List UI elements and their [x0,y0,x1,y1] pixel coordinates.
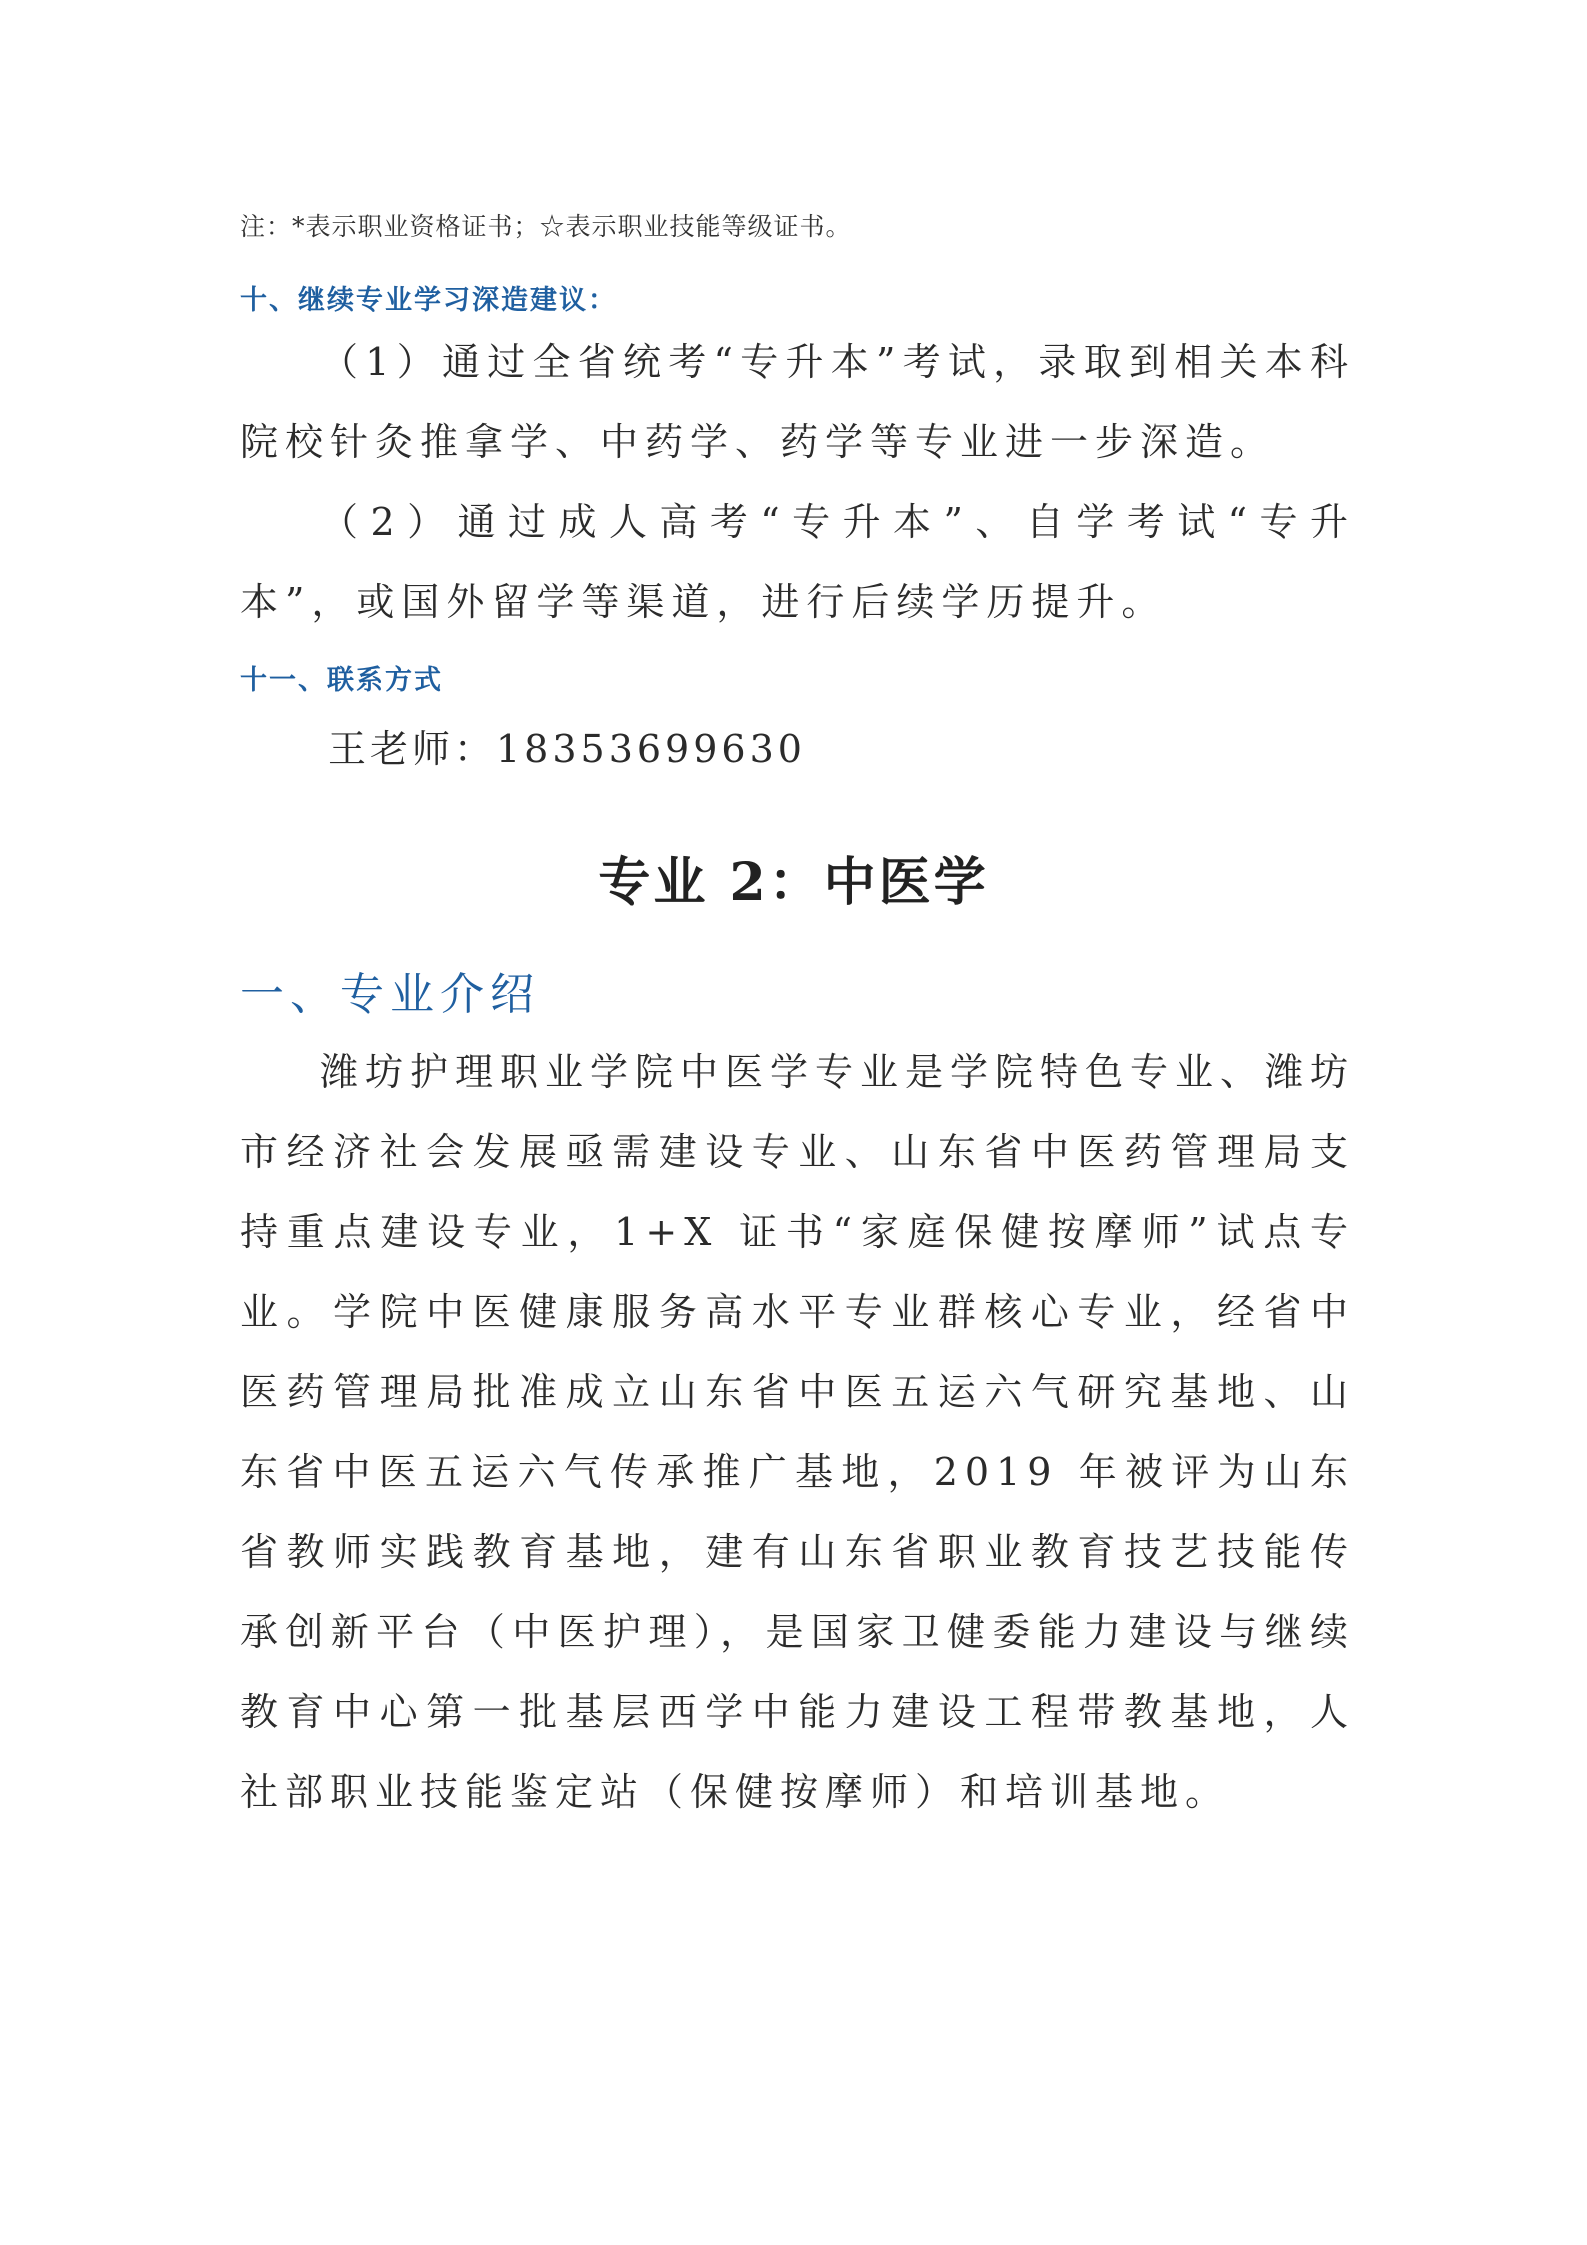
intro-heading: 一、专业介绍 [240,969,540,1020]
major-title: 专业 2：中医学 [598,852,989,913]
intro-paragraph: 潍坊护理职业学院中医学专业是学院特色专业、潍坊市经济社会发展亟需建设专业、山东省中医药管理局支持重点建设专业，1+X 证书“家庭保健按摩师”试点专业。学院中医健康服务高水平专业群核心专业，经省中医药管理局批准成立山东省中医五运六气研究基地、山东省中医五运六气传承推广基地，2019 年被评为山东省教师实践教育基地，建有山东省职业教育技艺技能传承创新平台（中医护理），是国家卫健委能力建设与继续教育中心第一批基层西学中能力建设工程带教基地，人社部职业技能鉴定站（保健按摩师）和培训基地。 [240,1050,1356,1814]
certificate-note: 注：*表示职业资格证书；☆表示职业技能等级证书。 [240,212,852,241]
further-study-item-1: （1）通过全省统考“专升本”考试，录取到相关本科院校针灸推拿学、中药学、药学等专业进一步深造。 [240,340,1355,464]
further-study-item-2: （2）通过成人高考“专升本”、自学考试“专升本”，或国外留学等渠道，进行后续学历提升。 [240,500,1355,624]
contact-info: 王老师：18353699630 [328,727,806,771]
section-heading-further-study: 十、继续专业学习深造建议： [240,285,617,316]
section-heading-contact: 十一、联系方式 [240,665,443,696]
